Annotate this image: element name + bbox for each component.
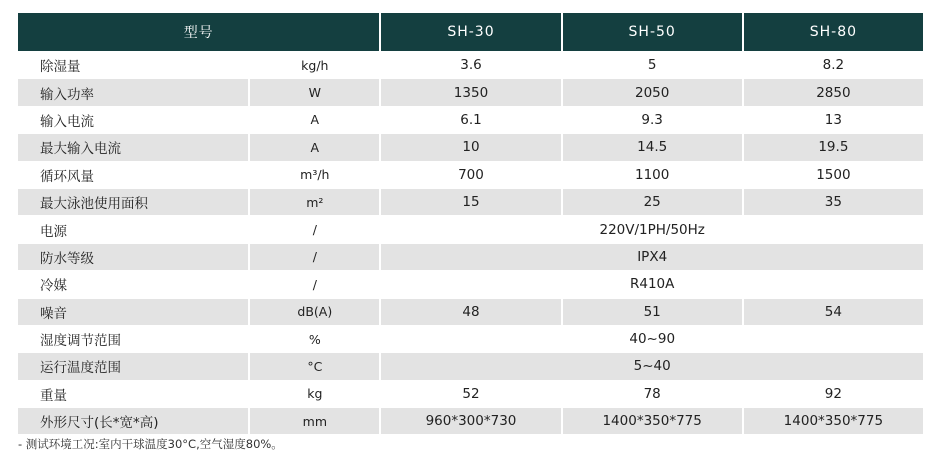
- table-row: [18, 298, 923, 325]
- table-row: [18, 51, 923, 78]
- row-unit: /: [248, 243, 379, 270]
- cell-all-models: R410A: [379, 270, 923, 297]
- cell-all-models: 5~40: [379, 352, 923, 379]
- spec-table: [18, 13, 923, 434]
- row-name: 防水等级: [18, 243, 248, 270]
- row-name: 重量: [18, 380, 248, 407]
- header-model: 型号: [18, 13, 379, 51]
- cell-sh80: 2850: [742, 78, 923, 105]
- row-name: 电源: [18, 215, 248, 242]
- table-row: [18, 270, 923, 297]
- row-name: 除湿量: [18, 51, 248, 78]
- cell-sh80: 1500: [742, 161, 923, 188]
- row-unit: /: [248, 215, 379, 242]
- row-unit: %: [248, 325, 379, 352]
- table-row: [18, 352, 923, 379]
- row-name: 运行温度范围: [18, 352, 248, 379]
- cell-sh30: 52: [379, 380, 560, 407]
- row-unit: m²: [248, 188, 379, 215]
- table-row: [18, 215, 923, 242]
- cell-sh30: 15: [379, 188, 560, 215]
- cell-sh80: 19.5: [742, 133, 923, 160]
- table-header-row: [18, 13, 923, 51]
- table-row: [18, 78, 923, 105]
- cell-sh30: 6.1: [379, 106, 560, 133]
- table-row: [18, 380, 923, 407]
- cell-all-models: IPX4: [379, 243, 923, 270]
- table-row: [18, 407, 923, 434]
- row-unit: kg: [248, 380, 379, 407]
- cell-sh50: 9.3: [561, 106, 742, 133]
- cell-sh80: 8.2: [742, 51, 923, 78]
- cell-sh80: 35: [742, 188, 923, 215]
- footnote: - 测试环境工况:室内干球温度30°C,空气湿度80%。: [18, 437, 283, 451]
- cell-sh80: 54: [742, 298, 923, 325]
- row-unit: °C: [248, 352, 379, 379]
- table-row: [18, 106, 923, 133]
- header-sh50: SH-50: [561, 13, 742, 51]
- row-name: 最大输入电流: [18, 133, 248, 160]
- cell-sh50: 51: [561, 298, 742, 325]
- row-name: 噪音: [18, 298, 248, 325]
- row-unit: mm: [248, 407, 379, 434]
- cell-all-models: 220V/1PH/50Hz: [379, 215, 923, 242]
- cell-sh30: 700: [379, 161, 560, 188]
- row-name: 输入电流: [18, 106, 248, 133]
- cell-sh30: 3.6: [379, 51, 560, 78]
- cell-sh50: 25: [561, 188, 742, 215]
- row-unit: dB(A): [248, 298, 379, 325]
- row-unit: m³/h: [248, 161, 379, 188]
- table-row: [18, 161, 923, 188]
- cell-sh30: 48: [379, 298, 560, 325]
- row-name: 湿度调节范围: [18, 325, 248, 352]
- row-unit: A: [248, 133, 379, 160]
- row-unit: /: [248, 270, 379, 297]
- row-name: 循环风量: [18, 161, 248, 188]
- cell-sh80: 92: [742, 380, 923, 407]
- table-row: [18, 133, 923, 160]
- row-name: 冷媒: [18, 270, 248, 297]
- cell-sh50: 2050: [561, 78, 742, 105]
- cell-sh30: 10: [379, 133, 560, 160]
- cell-sh50: 1400*350*775: [561, 407, 742, 434]
- row-unit: A: [248, 106, 379, 133]
- table-row: [18, 243, 923, 270]
- table-row: [18, 325, 923, 352]
- cell-sh50: 1100: [561, 161, 742, 188]
- cell-sh50: 14.5: [561, 133, 742, 160]
- row-name: 最大泳池使用面积: [18, 188, 248, 215]
- row-name: 输入功率: [18, 78, 248, 105]
- cell-sh50: 5: [561, 51, 742, 78]
- cell-sh50: 78: [561, 380, 742, 407]
- cell-sh30: 960*300*730: [379, 407, 560, 434]
- cell-all-models: 40~90: [379, 325, 923, 352]
- cell-sh30: 1350: [379, 78, 560, 105]
- header-sh80: SH-80: [742, 13, 923, 51]
- table-row: [18, 188, 923, 215]
- header-sh30: SH-30: [379, 13, 560, 51]
- cell-sh80: 13: [742, 106, 923, 133]
- row-unit: kg/h: [248, 51, 379, 78]
- cell-sh80: 1400*350*775: [742, 407, 923, 434]
- row-unit: W: [248, 78, 379, 105]
- row-name: 外形尺寸(长*宽*高): [18, 407, 248, 434]
